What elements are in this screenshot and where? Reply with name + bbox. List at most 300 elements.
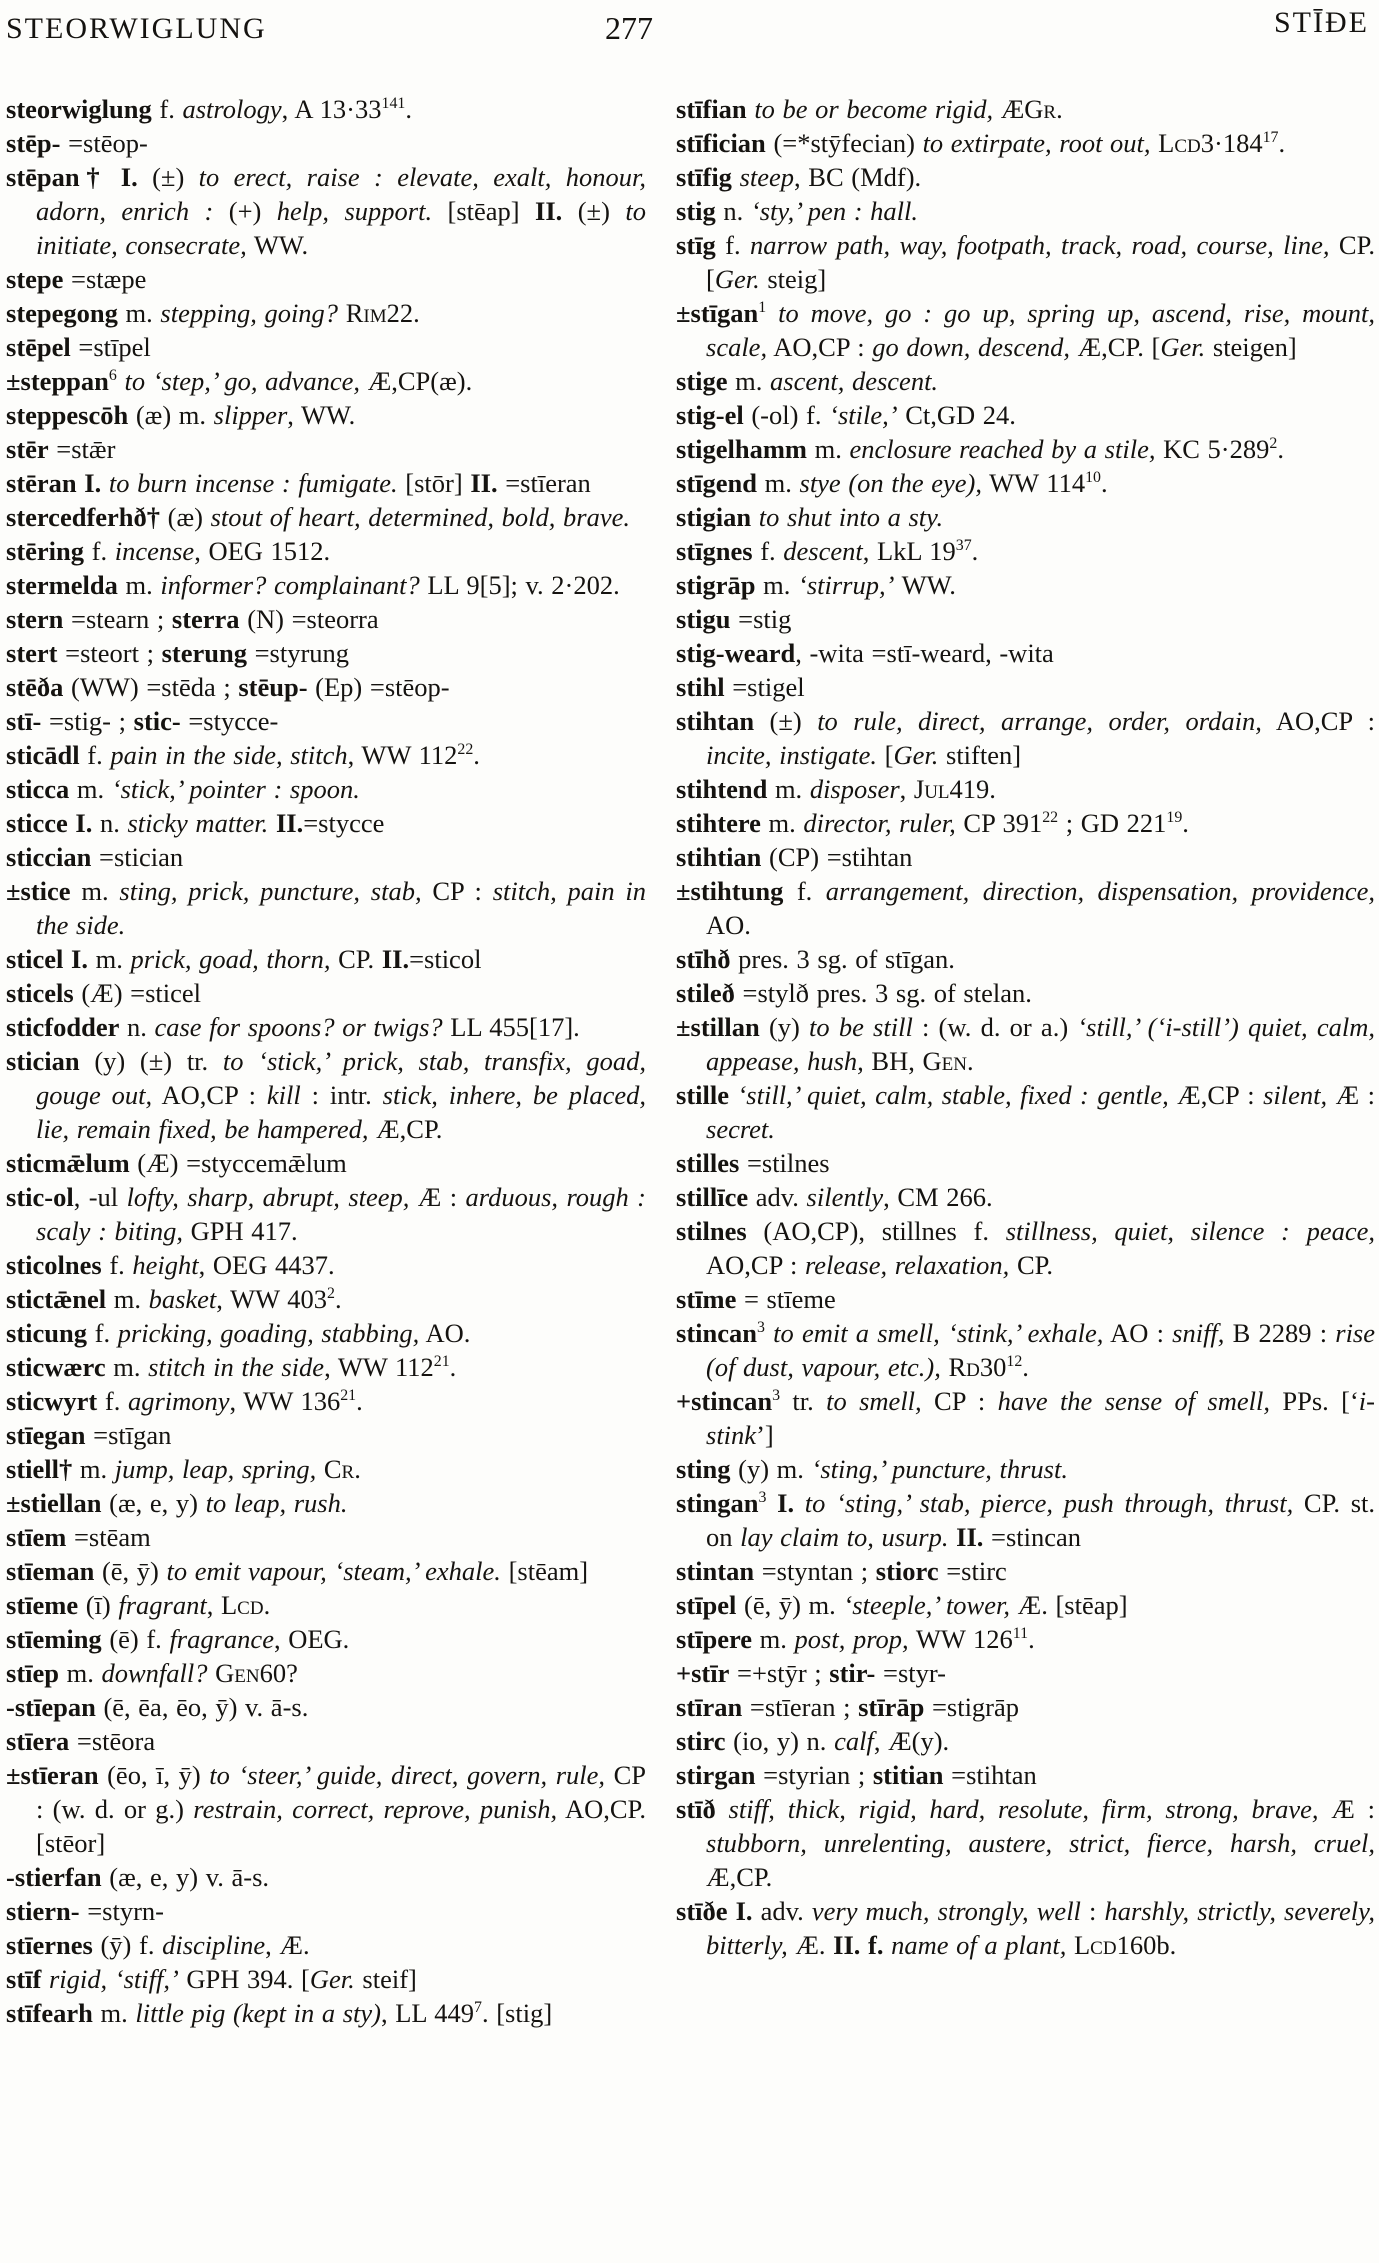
entry-text: to rule, direct, arrange, order, ordain, [817,706,1262,736]
entry-text: WW 114 [982,468,1086,498]
dictionary-entry [6,1690,646,1724]
dictionary-entry [676,432,1375,466]
headword: stigian [676,502,752,532]
entry-text: (ē) f. [101,1624,170,1654]
entry-text: . [971,536,979,566]
entry-text: =styntan ; [754,1556,876,1586]
headword: steppescōh [6,400,129,430]
entry-text: pricking, goading, stabbing, [117,1318,420,1348]
dictionary-entry [6,1588,646,1622]
headword: sticung [6,1318,87,1348]
headword: sticca [6,774,70,804]
headword: stir- [829,1658,876,1688]
entry-text: ‘still,’ quiet, calm, stable, fixed : gentle, [737,1080,1169,1110]
dictionary-entry [6,1350,646,1384]
headword: stīfian [676,94,747,124]
headword: stīpel [676,1590,737,1620]
entry-text: ascent, descent. [770,366,939,396]
dictionary-entry [676,1180,1375,1214]
entry-text [751,502,759,532]
headword: stihtian [676,842,762,872]
entry-text: steig] [759,264,827,294]
dictionary-entry [676,1214,1375,1282]
entry-text: Æ : [409,1182,466,1212]
dictionary-entry [676,1554,1375,1588]
entry-text: AO,CP : [767,332,873,362]
dictionary-entry [6,432,646,466]
headword: stihtend [676,774,768,804]
entry-text: (=*stȳfecian) [765,128,923,158]
headword: stīpere [676,1624,753,1654]
entry-text: to move, go : go up, spring up, ascend, rise, mount, scale, [706,298,1375,362]
headword: stīfearh [6,1998,93,2028]
entry-text: 60? [259,1658,298,1688]
entry-text: incense [114,536,195,566]
entry-text: ‘stirrup,’ [798,570,895,600]
entry-text: steep [739,162,795,192]
entry-text: CP. st. on [706,1488,1376,1552]
entry-text: Lcd [1073,1930,1117,1960]
dictionary-entry [6,92,646,126]
entry-text: . [449,1352,457,1382]
entry-text: 22. [386,298,420,328]
entry-text: : (w. d. or a.) [912,1012,1078,1042]
entry-text: f. [715,230,750,260]
entry-text: m. [69,774,112,804]
headword: stig-el [676,400,744,430]
headword: stīegan [6,1420,86,1450]
entry-text: Æ. [787,1930,834,1960]
headword: sticwærc [6,1352,106,1382]
dictionary-entry [6,670,646,704]
entry-text: =stēora [69,1726,156,1756]
headword: sticmǣlum [6,1148,130,1178]
entry-text: m. [59,1658,102,1688]
entry-text [101,468,109,498]
entry-text: stitch in the side [148,1352,325,1382]
dictionary-entry [6,1622,646,1656]
entry-text [316,1454,324,1484]
entry-text: (y) [759,1012,810,1042]
dictionary-entry [676,806,1375,840]
entry-text: . [1278,128,1286,158]
entry-text: ’] [756,1420,774,1450]
entry-text: AO. [419,1318,471,1348]
entry-text: CP. [1009,1250,1054,1280]
entry-text: descent [783,536,863,566]
dictionary-entry [676,1010,1375,1078]
entry-text: Æ : [1318,1794,1375,1824]
entry-text: f. [84,536,115,566]
entry-text: =stirc [938,1556,1007,1586]
entry-text: . [356,1386,363,1416]
entry-text: Cr [323,1454,355,1484]
left-column [6,92,646,2263]
entry-text: m. [72,1454,115,1484]
dictionary-entry [676,1486,1375,1554]
headword: stilles [676,1148,740,1178]
entry-text: rise (of dust, vapour, etc.), [706,1318,1375,1382]
entry-text: to ‘steer,’ guide, direct, govern, rule, [209,1760,606,1790]
entry-text: Æ : [1327,1080,1375,1110]
entry-text: adv. [752,1896,812,1926]
headword: stigrāp [676,570,756,600]
entry-text: Ct,GD 24. [897,400,1016,430]
entry-text: =stig- ; [41,706,134,736]
dictionary-entry [6,1146,646,1180]
headword: +stincan [676,1386,773,1416]
entry-text: BH, [863,1046,923,1076]
entry-text: n. [119,1012,155,1042]
entry-text: arduous, rough : scaly : biting, [36,1182,646,1246]
entry-text: (io, y) n. [725,1726,835,1756]
entry-text: (æ) m. [128,400,214,430]
dictionary-entry [6,1248,646,1282]
entry-text: =stigel [724,672,805,702]
dictionary-entry [6,636,646,670]
entry-text: m. [105,1352,149,1382]
entry-text: f. [752,536,784,566]
dictionary-entry [676,398,1375,432]
dictionary-entry [676,296,1375,364]
headword: stīhð [676,944,731,974]
entry-text: , Æ(y). [873,1726,950,1756]
headword: stī- [6,706,42,736]
entry-text: , CM 266. [883,1182,993,1212]
entry-text: =stēam [66,1522,151,1552]
entry-text: 3 [772,1387,781,1405]
headword: stīrāp [858,1692,925,1722]
entry-text: kill [266,1080,301,1110]
entry-text: basket [148,1284,217,1314]
entry-text: , A 13·33 [281,94,382,124]
headword: sticels [6,978,74,1008]
entry-text: AO. [706,910,751,940]
entry-text: height [132,1250,199,1280]
dictionary-entry [676,874,1375,942]
entry-text [993,94,1001,124]
entry-text: prick, goad, thorn, [130,944,331,974]
entry-text: WW. [894,570,956,600]
entry-text: : [1080,1896,1105,1926]
dictionary-entry [676,1078,1375,1146]
entry-text: ‘stick,’ pointer : spoon. [111,774,360,804]
entry-text: to be or become rigid, [754,94,994,124]
entry-text: : intr. [300,1080,383,1110]
dictionary-entry [6,1452,646,1486]
dictionary-entry [676,602,1375,636]
entry-text [716,1794,729,1824]
headword: stictǣnel [6,1284,107,1314]
headword: stihtere [676,808,761,838]
headword: stillīce [676,1182,749,1212]
dictionary-entry [6,840,646,874]
headword: stīf [6,1964,42,1994]
entry-text: sniff, [1172,1318,1225,1348]
entry-text: enclosure reached by a stile, [849,434,1156,464]
dictionary-entry [676,160,1375,194]
entry-text: (ē, ȳ) [94,1556,167,1586]
entry-text: Æ. [stēap] [1010,1590,1128,1620]
entry-text: . [405,94,412,124]
entry-text: 3 [758,1489,767,1507]
entry-text: =styrian ; [755,1760,873,1790]
entry-text: tr. [780,1386,827,1416]
entry-text: Gen [215,1658,260,1688]
entry-text: m. [117,298,161,328]
dictionary-entry [6,1860,646,1894]
entry-text: case for spoons? or twigs? [154,1012,443,1042]
entry-text: steigen] [1205,332,1297,362]
entry-text [766,1488,777,1518]
headword: sting [676,1454,731,1484]
entry-text: ‘sty,’ pen : hall. [750,196,918,226]
headword: stigelhamm [676,434,808,464]
entry-text [117,366,125,396]
headword: stīernes [6,1930,93,1960]
entry-text: stubborn, unrelenting, austere, strict, fierce, harsh, cruel, [706,1828,1375,1858]
headword: stig-weard [676,638,796,668]
headword: stiern- [6,1896,80,1926]
headword: stēring [6,536,85,566]
entry-text: m. [767,774,810,804]
entry-text: stitch, pain in the side. [36,876,646,940]
headword: stīran [676,1692,743,1722]
entry-text: little pig (kept in a sty) [135,1998,381,2028]
entry-text: (+) [213,196,277,226]
headword: sticcian [6,842,92,872]
entry-text: AO,CP : [152,1080,267,1110]
entry-text: Æ,CP(æ). [360,366,473,396]
entry-text: (N) =steorra [239,604,379,634]
entry-text: 6 [108,367,117,385]
entry-text: slipper [213,400,288,430]
entry-text: m. [752,1624,795,1654]
entry-text: , Æ. [265,1930,310,1960]
headword: stitian [872,1760,944,1790]
entry-text: jump, leap, spring, [114,1454,317,1484]
entry-text: AO,CP. [stēor] [36,1794,646,1858]
entry-text: stick, inhere, be placed, lie, remain fixed, be hampered, [36,1080,647,1144]
dictionary-entry [6,1044,646,1146]
entry-text: Lcd [1158,128,1201,158]
entry-text: post, prop, [794,1624,909,1654]
entry-text: arrangement, direction, dispensation, providence, [825,876,1375,906]
entry-text: (ȳ) f. [92,1930,163,1960]
entry-text: sting, prick, puncture, stab, [119,876,422,906]
headword: +stīr [676,1658,730,1688]
entry-text: =stylð pres. 3 sg. of stelan. [734,978,1032,1008]
headword: ±stice [6,876,71,906]
entry-text: . [stig] [481,1998,553,2028]
entry-text [794,1488,805,1518]
entry-text: (ē, ēa, ēo, ȳ) v. ā-s. [95,1692,309,1722]
entry-text [949,1522,957,1552]
headword: II. [535,196,563,226]
entry-text: harshly, strictly, severely, bitterly, [706,1896,1376,1960]
entry-text: calf [834,1726,874,1756]
entry-text [1066,1930,1074,1960]
entry-text: AO,CP : [1261,706,1375,736]
headword: stician [6,1046,80,1076]
entry-text: =stincan [983,1522,1082,1552]
entry-text: . [334,1284,342,1314]
entry-text: to erect, raise : elevate, exalt, honour, adorn, enrich : [36,162,646,226]
entry-text: 3 [757,1319,765,1337]
entry-text: 12 [1006,1353,1023,1371]
entry-text: 22 [457,741,474,759]
entry-text: f. [783,876,826,906]
dictionary-entry [6,160,646,262]
entry-text: =stearn ; [63,604,172,634]
entry-text: ‘steeple,’ tower, [843,1590,1010,1620]
entry-text: (Æ) =sticel [73,978,202,1008]
entry-text: KC 5·289 [1155,434,1270,464]
entry-text: =stilnes [739,1148,830,1178]
dictionary-entry [676,1894,1375,1962]
entry-text: silent, [1263,1080,1328,1110]
entry-text: (Æ) =styccemǣlum [129,1148,347,1178]
dictionary-entry [676,1724,1375,1758]
entry-text: (ē, ȳ) m. [736,1590,844,1620]
headword: stīep [6,1658,59,1688]
headword: ±stīeran [6,1760,99,1790]
entry-text [41,1964,49,1994]
entry-text [732,162,740,192]
entry-text: 3·184 [1200,128,1263,158]
entry-text: stillness, quiet, silence : peace, [1005,1216,1376,1246]
dictionary-entry [6,738,646,772]
headword: stingan [676,1488,759,1518]
entry-text: go down, descend, [872,332,1070,362]
entry-text: stye (on the eye), [799,468,983,498]
dictionary-entry [6,1894,646,1928]
dictionary-entry [6,1724,646,1758]
headword: stige [676,366,728,396]
entry-text [208,1658,216,1688]
entry-text: m. [70,876,120,906]
headword: stihl [676,672,725,702]
headword: stermelda [6,570,118,600]
entry-text: (±) [754,706,818,736]
entry-text: silently [806,1182,884,1212]
entry-text: to initiate, consecrate, [36,196,646,260]
entry-text: (Ep) =stēop- [307,672,450,702]
dictionary-entry [6,1316,646,1350]
entry-text: (±) [562,196,626,226]
entry-text: =stīeran ; [742,1692,859,1722]
dictionary-entry [6,1180,646,1248]
entry-text: =stīeran [497,468,591,498]
entry-text: incite, instigate. [706,740,878,770]
dictionary-entry [676,466,1375,500]
dictionary-entry [676,1792,1375,1894]
entry-text: , -ul [73,1182,127,1212]
headword: stern [6,604,64,634]
dictionary-entry [676,942,1375,976]
entry-text: = stīeme [736,1284,836,1314]
entry-text: n. [92,808,128,838]
headword: stīme [676,1284,737,1314]
entry-text: (-ol) f. [743,400,830,430]
entry-text: Lcd [220,1590,264,1620]
dictionary-entry [6,1554,646,1588]
entry-text: steif] [354,1964,417,1994]
entry-text: Æ,CP. [368,1114,443,1144]
headword: stēup- [238,672,308,702]
entry-text: Æ,CP : [1168,1080,1264,1110]
entry-text: to ‘sting,’ stab, pierce, push through, thrust, [804,1488,1294,1518]
entry-text: LL 455[17]. [442,1012,580,1042]
dictionary-entry [6,1520,646,1554]
headword: II. [275,808,304,838]
entry-text: 141 [381,95,406,113]
entry-text: director, ruler, [803,808,956,838]
entry-text: m. [755,570,798,600]
entry-text: help, support. [276,196,433,226]
headword: stīð [676,1794,716,1824]
dictionary-entry [6,772,646,806]
entry-text: 30 [979,1352,1007,1382]
entry-text: , WW 112 [324,1352,434,1382]
headword: -stierfan [6,1862,102,1892]
headword: ±stīgan [676,298,759,328]
running-head-left-keyword: STEORWIGLUNG [6,12,267,45]
headword: stintan [676,1556,755,1586]
entry-text: (±) [137,162,199,192]
entry-text: 37 [955,537,972,555]
entry-text: =stician [91,842,184,872]
dictionary-entry [676,1758,1375,1792]
headword: stirgan [676,1760,756,1790]
dictionary-entry [6,534,646,568]
entry-text: 22 [1042,809,1059,827]
headword: stēr [6,434,49,464]
entry-text: (CP) =stihtan [761,842,913,872]
entry-text: discipline [162,1930,266,1960]
dictionary-entry [6,1486,646,1520]
headword: stic- [133,706,181,736]
entry-text: have the sense of smell, [997,1386,1270,1416]
entry-text: , -wita =stī-weard, -wita [795,638,1054,668]
entry-text: . [1277,434,1284,464]
entry-text: release, relaxation, [804,1250,1010,1280]
entry-text: ‘stile,’ [829,400,898,430]
headword: stēða [6,672,64,702]
dictionary-entry [6,1418,646,1452]
entry-text: CP : [921,1386,998,1416]
dictionary-entry [6,364,646,398]
entry-text: 17 [1262,129,1279,147]
entry-text: =styr- [875,1658,946,1688]
entry-text: (WW) =stēda ; [63,672,239,702]
entry-text: rigid, ‘stiff,’ [48,1964,179,1994]
entry-text: (AO,CP), stillnes f. [746,1216,1006,1246]
entry-text: m. [92,1998,136,2028]
headword: stihtan [676,706,755,736]
headword: stepe [6,264,64,294]
entry-text: pres. 3 sg. of stīgan. [730,944,955,974]
entry-text: (æ, e, y) v. ā-s. [101,1862,270,1892]
headword: II. [470,468,498,498]
headword: stēran I. [6,468,102,498]
entry-text: [stēam] [500,1556,589,1586]
dictionary-entry [676,704,1375,772]
dictionary-entry [6,1928,646,1962]
headword: stīeme [6,1590,79,1620]
entry-text: Ger. [309,1964,355,1994]
entry-text: restrain, correct, reprove, punish, [193,1794,558,1824]
